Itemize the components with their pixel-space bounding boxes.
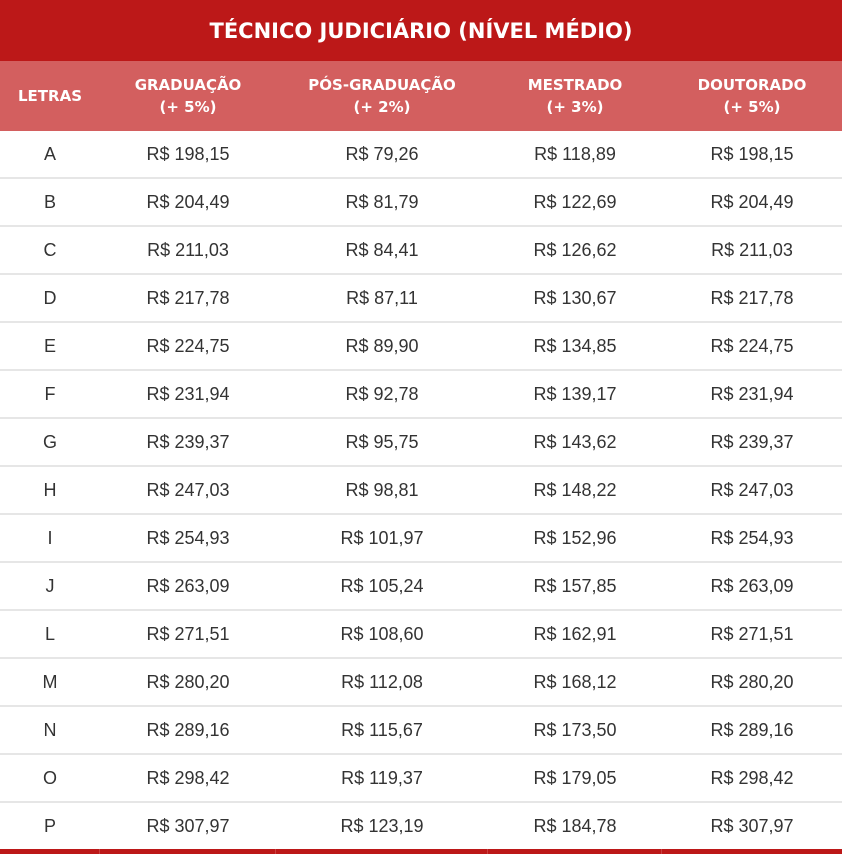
- value-cell: R$ 217,78: [100, 274, 276, 322]
- value-cell: R$ 239,37: [662, 418, 842, 466]
- letter-cell: N: [0, 706, 100, 754]
- value-cell: R$ 92,78: [276, 370, 488, 418]
- value-cell: R$ 173,50: [488, 706, 662, 754]
- value-cell: R$ 211,03: [662, 226, 842, 274]
- value-cell: R$ 122,69: [488, 178, 662, 226]
- value-cell: R$ 224,75: [662, 322, 842, 370]
- value-cell: R$ 247,03: [662, 466, 842, 514]
- value-cell: R$ 263,09: [100, 562, 276, 610]
- letter-cell: D: [0, 274, 100, 322]
- letter-cell: H: [0, 466, 100, 514]
- value-cell: R$ 289,16: [662, 706, 842, 754]
- column-header-percent: (+ 2%): [353, 98, 411, 116]
- value-cell: R$ 224,75: [100, 322, 276, 370]
- value-cell: R$ 307,97: [146, 815, 230, 836]
- value-cell: R$ 254,93: [662, 514, 842, 562]
- column-header-percent: (+ 5%): [723, 98, 781, 116]
- table-row: [0, 370, 842, 418]
- value-cell: R$ 157,85: [488, 562, 662, 610]
- value-cell: R$ 105,24: [276, 562, 488, 610]
- letter-cell: F: [0, 370, 100, 418]
- letter-cell: M: [0, 658, 100, 706]
- table-row: [0, 706, 842, 754]
- value-cell: R$ 211,03: [100, 226, 276, 274]
- value-cell: R$ 231,94: [662, 370, 842, 418]
- value-cell: R$ 184,78: [533, 815, 617, 836]
- table-row: [0, 754, 842, 802]
- table-body: [0, 131, 842, 849]
- value-cell: R$ 134,85: [488, 322, 662, 370]
- value-cell: R$ 217,78: [662, 274, 842, 322]
- value-cell: R$ 289,16: [100, 706, 276, 754]
- value-cell: R$ 108,60: [276, 610, 488, 658]
- value-cell: R$ 143,62: [488, 418, 662, 466]
- value-cell: R$ 119,37: [276, 754, 488, 802]
- value-cell: R$ 298,42: [662, 754, 842, 802]
- value-cell: R$ 95,75: [276, 418, 488, 466]
- column-header-label: DOUTORADO: [697, 76, 807, 94]
- value-cell: R$ 247,03: [100, 466, 276, 514]
- value-cell: R$ 280,20: [662, 658, 842, 706]
- column-header-label: GRADUAÇÃO: [134, 76, 242, 94]
- table-row: [0, 658, 842, 706]
- value-cell: R$ 204,49: [100, 178, 276, 226]
- value-cell: R$ 198,15: [662, 131, 842, 178]
- table-row: [0, 178, 842, 226]
- letter-cell: G: [0, 418, 100, 466]
- value-cell: R$ 307,97: [710, 815, 794, 836]
- value-cell: R$ 123,19: [340, 815, 424, 836]
- value-cell: R$ 239,37: [100, 418, 276, 466]
- value-cell: R$ 118,89: [488, 131, 662, 178]
- salary-table: [0, 61, 842, 849]
- value-cell: R$ 271,51: [662, 610, 842, 658]
- value-cell: R$ 139,17: [488, 370, 662, 418]
- table-footer-band: [0, 849, 842, 854]
- value-cell: R$ 79,26: [276, 131, 488, 178]
- value-cell: R$ 84,41: [276, 226, 488, 274]
- value-cell: R$ 89,90: [276, 322, 488, 370]
- value-cell: R$ 198,15: [100, 131, 276, 178]
- value-cell: R$ 130,67: [488, 274, 662, 322]
- letter-cell: C: [0, 226, 100, 274]
- value-cell: R$ 179,05: [488, 754, 662, 802]
- value-cell: R$ 168,12: [488, 658, 662, 706]
- letter-cell: O: [0, 754, 100, 802]
- value-cell: R$ 254,93: [100, 514, 276, 562]
- table-row: [0, 322, 842, 370]
- value-cell: R$ 148,22: [488, 466, 662, 514]
- value-cell: R$ 101,97: [276, 514, 488, 562]
- value-cell: R$ 152,96: [488, 514, 662, 562]
- column-header: [100, 61, 276, 131]
- column-header-percent: (+ 3%): [546, 98, 604, 116]
- column-header-label: MESTRADO: [527, 76, 623, 94]
- table-row: [0, 466, 842, 514]
- column-header: [0, 61, 100, 131]
- value-cell: R$ 126,62: [488, 226, 662, 274]
- value-cell: R$ 298,42: [100, 754, 276, 802]
- table-title: TÉCNICO JUDICIÁRIO (NÍVEL MÉDIO): [0, 0, 842, 61]
- letter-cell: B: [0, 178, 100, 226]
- value-cell: R$ 280,20: [100, 658, 276, 706]
- table-header: [0, 61, 842, 131]
- value-cell: R$ 263,09: [662, 562, 842, 610]
- table-row: [0, 610, 842, 658]
- column-header: [276, 61, 488, 131]
- letter-cell: P: [43, 815, 56, 836]
- table-row: [0, 562, 842, 610]
- value-cell: R$ 231,94: [100, 370, 276, 418]
- value-cell: R$ 271,51: [100, 610, 276, 658]
- value-cell: R$ 98,81: [276, 466, 488, 514]
- column-header-percent: (+ 5%): [159, 98, 217, 116]
- letter-cell: E: [0, 322, 100, 370]
- letter-cell: J: [0, 562, 100, 610]
- table-row: [0, 226, 842, 274]
- value-cell: R$ 81,79: [276, 178, 488, 226]
- letter-cell: A: [0, 131, 100, 178]
- table-row: [0, 274, 842, 322]
- column-header: [488, 61, 662, 131]
- column-header-label: PÓS-GRADUAÇÃO: [308, 76, 456, 94]
- column-header: [662, 61, 842, 131]
- value-cell: R$ 87,11: [276, 274, 488, 322]
- table-row: [0, 802, 842, 849]
- letter-cell: I: [0, 514, 100, 562]
- value-cell: R$ 112,08: [276, 658, 488, 706]
- value-cell: R$ 162,91: [488, 610, 662, 658]
- value-cell: R$ 204,49: [662, 178, 842, 226]
- column-header-label: LETRAS: [18, 87, 82, 105]
- table-row: [0, 418, 842, 466]
- letter-cell: L: [0, 610, 100, 658]
- table-row: [0, 514, 842, 562]
- table-row: [0, 131, 842, 178]
- value-cell: R$ 115,67: [276, 706, 488, 754]
